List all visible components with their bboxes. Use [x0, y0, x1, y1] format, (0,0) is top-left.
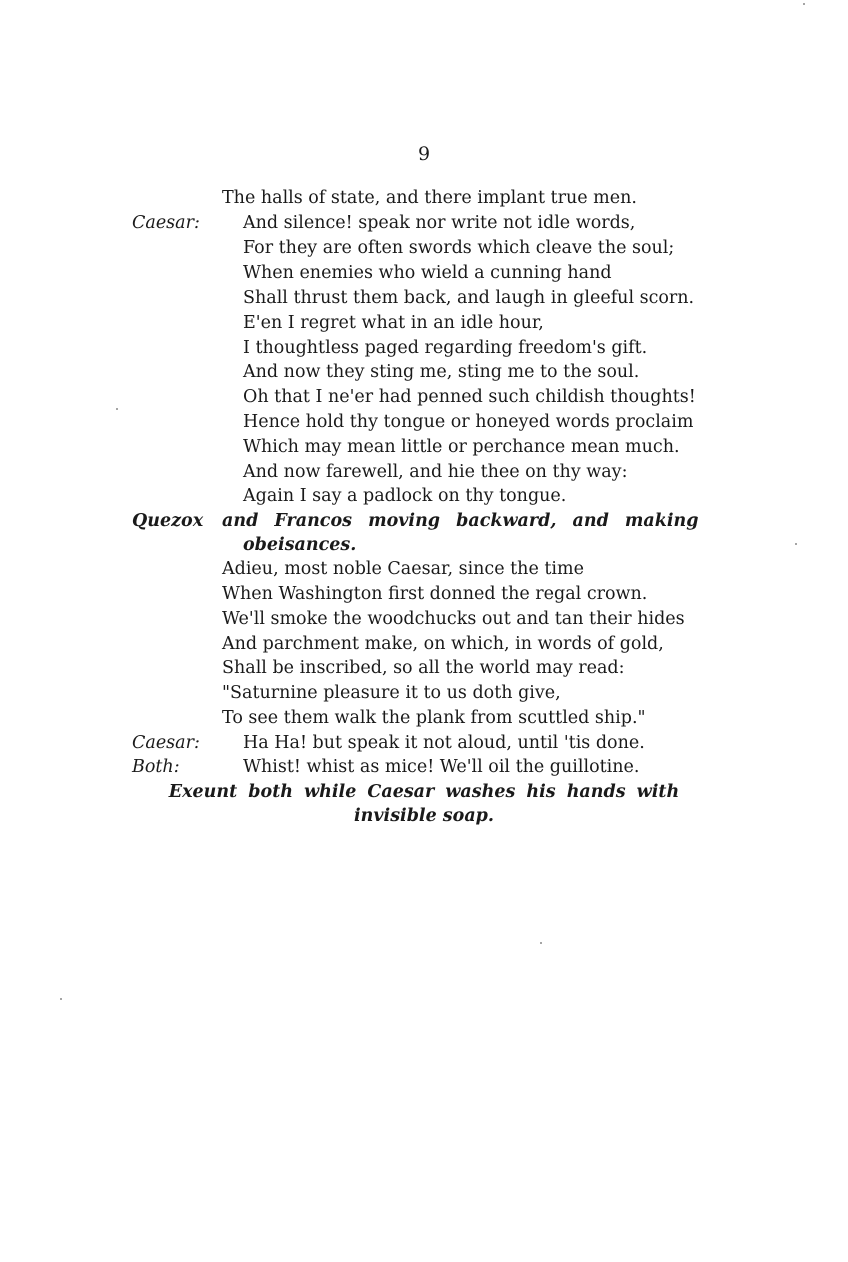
stage-direction: obeisances.	[243, 535, 357, 555]
speaker-label: Caesar:	[132, 733, 200, 753]
verse-line: Adieu, most noble Caesar, since the time	[222, 559, 584, 579]
scan-speck	[116, 408, 118, 410]
speaker-label: Both:	[132, 757, 180, 777]
verse-line: We'll smoke the woodchucks out and tan their hides	[222, 609, 685, 629]
speaker-label: Quezox	[132, 511, 204, 531]
verse-line: And now they sting me, sting me to the soul.	[243, 362, 640, 382]
page-number: 9	[417, 143, 431, 165]
speaker-label: Caesar:	[132, 213, 200, 233]
verse-line: When enemies who wield a cunning hand	[243, 263, 612, 283]
verse-line: And silence! speak nor write not idle words,	[243, 213, 636, 233]
stage-direction: invisible soap.	[354, 806, 494, 826]
verse-line: Oh that I ne'er had penned such childish thoughts!	[243, 387, 696, 407]
verse-line: And parchment make, on which, in words of gold,	[222, 634, 664, 654]
scan-speck	[540, 942, 542, 944]
verse-line: And now farewell, and hie thee on thy way:	[243, 462, 628, 482]
verse-line: Shall be inscribed, so all the world may read:	[222, 658, 625, 678]
verse-line: For they are often swords which cleave the soul;	[243, 238, 675, 258]
scan-speck	[803, 3, 805, 5]
verse-line: E'en I regret what in an idle hour,	[243, 313, 544, 333]
verse-line: When Washington first donned the regal crown.	[222, 584, 648, 604]
stage-direction: and Francos moving backward, and making	[222, 511, 699, 531]
verse-line: Hence hold thy tongue or honeyed words proclaim	[243, 412, 694, 432]
verse-line: Again I say a padlock on thy tongue.	[243, 486, 567, 506]
verse-line: Whist! whist as mice! We'll oil the guillotine.	[243, 757, 640, 777]
scan-speck	[60, 998, 62, 1000]
verse-line: I thoughtless paged regarding freedom's gift.	[243, 338, 648, 358]
verse-line: The halls of state, and there implant true men.	[222, 188, 637, 208]
scan-speck	[795, 543, 797, 545]
verse-line: Shall thrust them back, and laugh in gleeful scorn.	[243, 288, 695, 308]
verse-line: Which may mean little or perchance mean much.	[243, 437, 680, 457]
verse-line: To see them walk the plank from scuttled ship."	[222, 708, 646, 728]
stage-direction: Exeunt both while Caesar washes his hands with	[168, 782, 680, 802]
verse-line: "Saturnine pleasure it to us doth give,	[222, 683, 561, 703]
verse-line: Ha Ha! but speak it not aloud, until 'tis done.	[243, 733, 645, 753]
